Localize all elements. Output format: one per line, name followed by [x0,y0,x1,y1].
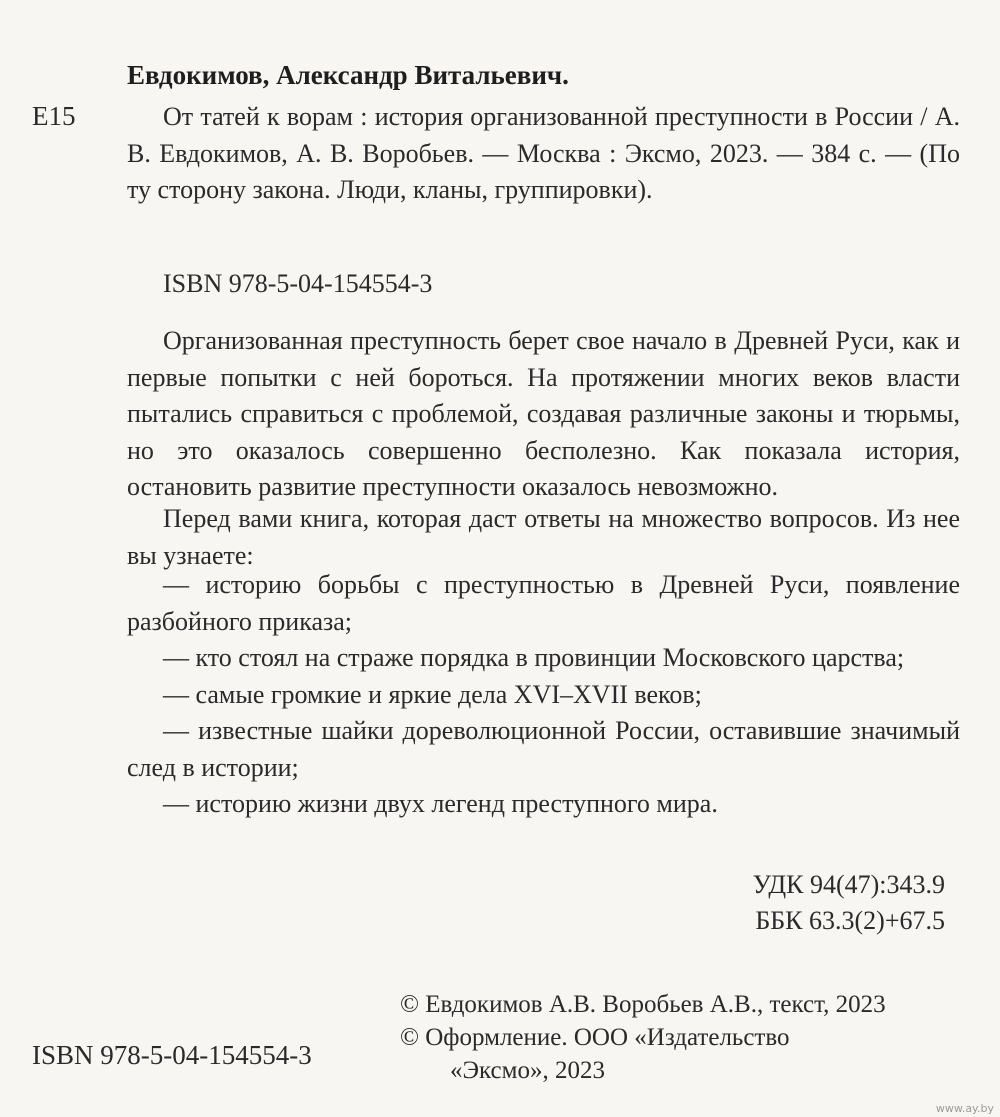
list-item: — историю борьбы с преступностью в Древней Руси, появление разбойного приказа; [127,570,960,636]
copyright-block [400,988,970,1087]
bibliographic-entry: От татей к ворам : история организованной преступности в России / А. В. Евдокимов, А. В. Воробьев. — Москва : Эксмо, 2023. — 384 с. — (По ту сторону закона. Люди, кланы, группировки). [127,102,960,204]
list-item: — историю жизни двух легенд преступного мира. [163,789,718,818]
list-item: — известные шайки дореволюционной России, оставившие значимый след в истории; [127,716,960,782]
copyright-design: © Оформление. ООО «Издательство [400,1024,790,1051]
watermark: www.ay.by [935,1102,994,1115]
classification-code: Е15 [32,101,76,131]
author-heading: Евдокимов, Александр Витальевич. [127,60,569,90]
copyright-text: © Евдокимов А.В. Воробьев А.В., текст, 2023 [400,991,886,1018]
copyright-design-cont: «Эксмо», 2023 [450,1057,605,1084]
annotation-paragraph-1: Организованная преступность берет свое начало в Древней Руси, как и первые попытки с ней бороться. На протяжении многих веков власти пытались справиться с проблемой, создавая различные законы и тюрьмы, но это оказалось совершенно бесполезно. Как показала история, остановить развитие преступности оказалось невозможно. [127,326,960,501]
annotation-list [127,567,960,823]
list-item: — самые громкие и яркие дела XVI–XVII веков; [163,679,702,709]
list-item: — кто стоял на страже порядка в провинции Московского царства; [163,643,905,672]
isbn-bottom: ISBN 978-5-04-154554-3 [32,1040,312,1070]
isbn-top: ISBN 978-5-04-154554-3 [163,269,433,298]
udk-code: УДК 94(47):343.9 [752,870,945,899]
annotation-paragraph-2: Перед вами книга, которая даст ответы на множество вопросов. Из нее вы узнаете: [127,504,960,570]
bbk-code: ББК 63.3(2)+67.5 [755,906,945,935]
